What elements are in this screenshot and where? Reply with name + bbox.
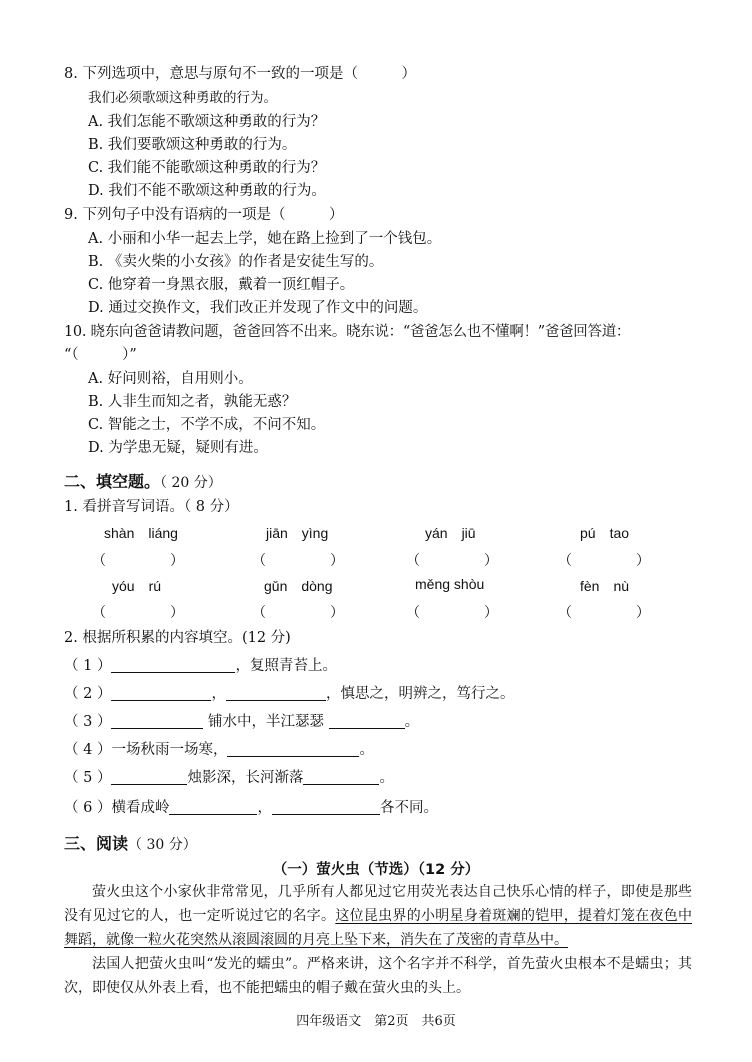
- fill-blank[interactable]: [329, 712, 405, 729]
- q9-option-c: C. 他穿着一身黑衣服，戴着一顶红帽子。: [88, 277, 355, 293]
- answer-box-6-close: ）: [330, 605, 344, 621]
- passage-paragraph-1: [64, 880, 692, 952]
- answer-box-5-open: （: [92, 605, 106, 621]
- fill-item-3: [64, 712, 419, 732]
- fill-num-2: （ 2 ）: [64, 686, 112, 702]
- section2-points: （ 20 分）: [160, 475, 222, 491]
- section3-points: （ 30 分）: [128, 837, 197, 853]
- fill-text: ，复照青苔上。: [235, 658, 337, 674]
- q8-option-c: C. 我们能不能歌颂这种勇敢的行为？: [88, 160, 326, 176]
- q10-option-a: A. 好问则裕，自用则小。: [88, 371, 253, 387]
- fill-blank[interactable]: [111, 712, 203, 729]
- q8-option-b: B. 我们要歌颂这种勇敢的行为。: [88, 137, 297, 153]
- q8-option-a: A. 我们怎能不歌颂这种勇敢的行为？: [88, 114, 326, 130]
- answer-box-2-close: ）: [330, 553, 344, 569]
- section2-heading: [64, 472, 222, 493]
- q8-stem: 8. 下列选项中，意思与原句不一致的一项是（ ）: [64, 66, 416, 82]
- q10-option-b: B. 人非生而知之者，孰能无惑？: [88, 394, 297, 410]
- fill-text: ，: [211, 686, 226, 702]
- fill-item-6: [64, 798, 438, 818]
- fill-num-3: （ 3 ）: [64, 714, 112, 730]
- q9-option-a: A. 小丽和小华一起去上学，她在路上捡到了一个钱包。: [88, 231, 442, 247]
- fill-blank[interactable]: [226, 684, 326, 701]
- fill-item-4: [64, 740, 374, 760]
- fill-blank[interactable]: [227, 740, 359, 757]
- answer-box-6-open: （: [252, 605, 266, 621]
- q10-option-c: C. 智能之士，不学不成，不问不知。: [88, 417, 326, 433]
- fill-text: 一场秋雨一场寒，: [111, 742, 228, 758]
- fill-text: 横看成岭: [111, 800, 170, 816]
- fill-num-5: （ 5 ）: [64, 770, 112, 786]
- section3-heading: [64, 834, 197, 855]
- fill-blank[interactable]: [111, 656, 235, 673]
- fill-text: ，慎思之，明辨之，笃行之。: [325, 686, 515, 702]
- pinyin-mengshou: měng shòu: [415, 576, 485, 592]
- fill-blank[interactable]: [111, 768, 187, 785]
- fill-text: 烛影深，长河渐落: [187, 770, 304, 786]
- q10-stem-line2: “（ ）”: [64, 347, 137, 363]
- page-footer: 四年级语文 第2页 共6页: [296, 1014, 456, 1029]
- pinyin-gundong: gǔn dòng: [264, 578, 333, 594]
- fill-item-2: [64, 684, 514, 704]
- answer-box-7-close: ）: [484, 605, 498, 621]
- answer-box-8-close: ）: [636, 605, 650, 621]
- pinyin-putao: pú tao: [580, 525, 630, 541]
- answer-box-4-open: （: [558, 553, 572, 569]
- answer-box-7-open: （: [406, 605, 420, 621]
- pinyin-yanjiu: yán jiū: [425, 525, 476, 541]
- q9-stem: 9. 下列句子中没有语病的一项是（ ）: [64, 207, 344, 223]
- section2-title: 二、填空题。: [64, 472, 161, 491]
- passage-text: 萤火虫这个小家伙非常常见，几乎所有人都见过它用荧光表达自己快乐心情的样子，即使是那些没有见过它的人，也一定听说过它的名字。: [64, 884, 692, 924]
- pinyin-jianying: jiān yìng: [266, 525, 329, 541]
- pinyin-youru: yóu rú: [112, 578, 162, 594]
- fill-item-1: [64, 656, 337, 676]
- fill-text: 。: [379, 770, 394, 786]
- section2-sub2: 2. 根据所积累的内容填空。(12 分): [64, 630, 291, 646]
- answer-box-4-close: ）: [636, 553, 650, 569]
- fill-blank[interactable]: [169, 798, 257, 815]
- q8-option-d: D. 我们不能不歌颂这种勇敢的行为。: [88, 183, 326, 199]
- section3-title: 三、阅读: [64, 834, 129, 853]
- fill-text: 铺水中，半江瑟瑟: [203, 714, 329, 730]
- answer-box-8-open: （: [558, 605, 572, 621]
- fill-text: ，: [257, 800, 272, 816]
- q10-option-d: D. 为学患无疑，疑则有进。: [88, 440, 268, 456]
- underlined-sentence: 这位昆虫界的小明星身着斑斓的铠甲，提着灯笼在夜色中舞蹈，就像一粒火花突然从滚圆滚圆的月亮上坠下来，消失在了茂密的青草丛中。: [64, 908, 693, 948]
- fill-num-6: （ 6 ）: [64, 800, 112, 816]
- passage-paragraph-2: 法国人把萤火虫叫“发光的蠕虫”。严格来讲，这个名字并不科学，首先萤火虫根本不是蠕虫；其次，即使仅从外表上看，也不能把蠕虫的帽子戴在萤火虫的头上。: [64, 956, 692, 996]
- section2-sub1: 1. 看拼音写词语。（ 8 分）: [64, 499, 239, 515]
- answer-box-5-close: ）: [170, 605, 184, 621]
- fill-num-4: （ 4 ）: [64, 742, 112, 758]
- pinyin-fennu: fèn nù: [580, 578, 630, 594]
- answer-box-1-close: ）: [170, 553, 184, 569]
- fill-blank[interactable]: [272, 798, 380, 815]
- fill-num-1: （ 1 ）: [64, 658, 112, 674]
- answer-box-3-open: （: [406, 553, 420, 569]
- q9-option-b: B. 《卖火柴的小女孩》的作者是安徒生写的。: [88, 254, 384, 270]
- q9-option-d: D. 通过交换作文，我们改正并发现了作文中的问题。: [88, 300, 428, 316]
- fill-blank[interactable]: [303, 768, 379, 785]
- pinyin-shanliang: shàn liáng: [104, 525, 178, 541]
- fill-text: 。: [404, 714, 420, 730]
- answer-box-3-close: ）: [484, 553, 498, 569]
- answer-box-1-open: （: [92, 553, 106, 569]
- passage-title: （一）萤火虫（节选）（12 分）: [272, 862, 480, 878]
- q8-sentence: 我们必须歌颂这种勇敢的行为。: [88, 90, 277, 106]
- fill-text: 。: [359, 742, 374, 758]
- q10-stem-line1: 10. 晓东向爸爸请教问题，爸爸回答不出来。晓东说：“爸爸怎么也不懂啊！”爸爸回答道：: [64, 324, 631, 340]
- fill-text: 各不同。: [379, 800, 438, 816]
- fill-blank[interactable]: [111, 684, 211, 701]
- fill-item-5: [64, 768, 394, 788]
- answer-box-2-open: （: [252, 553, 266, 569]
